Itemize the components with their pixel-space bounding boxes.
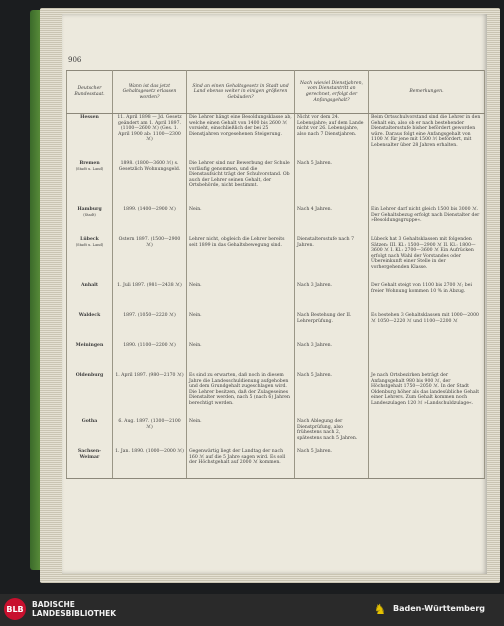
rule-cell: Gegenwärtig liegt der Landtag der nach 160 ℳ auf die 5 Jahre sagen wird. Es soll der Höchstgehalt auf 2000 ℳ kommen. xyxy=(187,448,295,479)
table-row xyxy=(67,236,485,282)
rule-cell: Nein. xyxy=(187,418,295,448)
service-years-cell: Nach 3 Jahren. xyxy=(295,342,369,372)
table-row xyxy=(67,448,485,479)
service-years-cell: Nach 4 Jahren. xyxy=(295,206,369,236)
table-row xyxy=(67,312,485,342)
table-row xyxy=(67,114,485,161)
table-row xyxy=(67,282,485,312)
state-name: Lübeck xyxy=(80,237,99,242)
remarks-cell xyxy=(369,342,485,372)
service-years-cell: Nach 3 Jahren. xyxy=(295,282,369,312)
header-row xyxy=(67,71,485,114)
state-name: Sachsen-Weimar xyxy=(77,449,102,460)
state-cell xyxy=(67,114,113,161)
law-date-cell: 1. Juli 1897. (981—2438 ℳ) xyxy=(113,282,187,312)
rule-cell: Die Lehrer hängt eine Besoldungsklasse ab, welche einen Gehalt von 1400 bis 2600 ℳ vorsieht, einschließlich der bei 25 Dienstjahren vorgesehenen Steigerung. xyxy=(187,114,295,161)
remarks-cell: Je nach Ortsbezirken beträgt der Anfangsgehalt 980 bis 900 ℳ, der Höchstgehalt 1750—2050 ℳ. In der Stadt Oldenburg höher als das landesübliche Gehalt einer Lehrers. Zum Gehalt kommen noch Landeszulagen 120 ℳ »Landschuldzulage«. xyxy=(369,372,485,418)
service-years-cell: Nach 5 Jahren. xyxy=(295,448,369,479)
state-subtitle: (Stadt u. Land) xyxy=(75,166,104,171)
table-row xyxy=(67,160,485,206)
law-date-cell: 1. April 1897. (980—2170 ℳ) xyxy=(113,372,187,418)
lion-crest-icon: ♞ xyxy=(373,602,387,618)
service-years-cell: Nach Bestehung der II. Lehrerprüfung. xyxy=(295,312,369,342)
state-subtitle: (Stadt u. Land) xyxy=(75,242,104,247)
rule-cell: Nein. xyxy=(187,206,295,236)
state-name: Bremen xyxy=(79,161,100,166)
rule-cell: Nein. xyxy=(187,282,295,312)
remarks-cell: Beim Ortsschulvorstand sind die Lehrer in den Gehalt ein, also ob er nach bestehender Dienstaltersstufe bisher befördert geworden wäre. Daraus folgt eine Anfangsgehalt von 1100 ℳ für jene mit 1500 ℳ befördert, mit Lebensalter über 28 Jahren erhalten. xyxy=(369,114,485,161)
state-cell xyxy=(67,418,113,448)
law-date-cell: 1898. (1800—3600 ℳ) s. Gesetzlich Wohnungsgeld. xyxy=(113,160,187,206)
remarks-cell: Ein Lehrer darf nicht gleich 1500 bis 3000 ℳ. Der Gehaltsbezug erfolgt nach Dienstalter der »Besoldungsgruppe«. xyxy=(369,206,485,236)
state-cell xyxy=(67,160,113,206)
ledger-body xyxy=(67,114,485,479)
state-name: Meiningen xyxy=(75,343,104,348)
law-date-cell: Ostern 1897. (1500—2900 ℳ) xyxy=(113,236,187,282)
service-years-cell: Nach Ablegung der Dienstprüfung, also frühestens nach 2, spätestens nach 5 Jahren. xyxy=(295,418,369,448)
page-number: 906 xyxy=(68,56,82,64)
state-subtitle: (Stadt) xyxy=(83,212,96,217)
state-name: Hamburg xyxy=(77,207,102,212)
state-cell xyxy=(67,236,113,282)
remarks-cell xyxy=(369,448,485,479)
column-header: Sind an einen Gehaltsgesetz in Stadt und Land ebenso weiter in einigen größeren Gebäuden? xyxy=(187,71,295,114)
law-date-cell: 1. Jan. 1890. (1000—2000 ℳ) xyxy=(113,448,187,479)
book-page xyxy=(62,14,487,574)
table-row xyxy=(67,342,485,372)
remarks-cell: Der Gehalt steigt von 1100 bis 2700 ℳ; bei freier Wohnung kommen 10 % in Abzug. xyxy=(369,282,485,312)
state-name: Hessen xyxy=(80,115,99,120)
footer-bar xyxy=(0,594,504,626)
state-cell xyxy=(67,282,113,312)
state-name[interactable]: Baden-Württemberg xyxy=(393,604,486,613)
law-date-cell: 6. Aug. 1897. (1300—2100 ℳ) xyxy=(113,418,187,448)
rule-cell: Nein. xyxy=(187,342,295,372)
column-header: Bemerkungen. xyxy=(369,71,485,114)
column-header: Deutscher Bundesstaat. xyxy=(67,71,113,114)
column-header: Wann ist das jetzt Gehaltsgesetz erlassen worden? xyxy=(113,71,187,114)
state-cell xyxy=(67,206,113,236)
law-date-cell: 1897. (1050—2220 ℳ) xyxy=(113,312,187,342)
state-cell xyxy=(67,448,113,479)
law-date-cell: 11. April 1898 — Jd. Gesetz geändert am 1. April 1897. (1100—2600 ℳ) (Ges. 1. April 1900 ab: 1100—2300 ℳ) xyxy=(113,114,187,161)
library-name-line1: BADISCHE xyxy=(32,600,75,609)
state-cell xyxy=(67,342,113,372)
table-row xyxy=(67,206,485,236)
state-cell xyxy=(67,372,113,418)
state-name: Oldenburg xyxy=(75,373,104,378)
library-name[interactable] xyxy=(32,600,116,618)
state-name: Gotha xyxy=(81,419,98,424)
remarks-cell: Es bestehen 3 Gehaltsklassen mit 1000—2000 ℳ 1050—2220 ℳ und 1100—2200 ℳ xyxy=(369,312,485,342)
rule-cell: Die Lehrer sind nur Bewerbung der Schule vorläufig genommen, und die Dienstaufsicht trägt der Schulvorstand. Ob auch der Lehrer seinen Gehalt, der Ortsbehörde, nicht bestimmt. xyxy=(187,160,295,206)
table-row xyxy=(67,418,485,448)
state-name: Waldeck xyxy=(78,313,101,318)
rule-cell: Es sind zu erwarten, daß noch in diesem Jahre die Landesschuldienung aufgehoben und dem Grundgehalt zugeschlagen wird. Die Lehrer besitzen, daß der Zulageseines Dienstalter werden, nach 5 (nach 6) Jahren berechtigt werden. xyxy=(187,372,295,418)
law-date-cell: 1890. (1100—2200 ℳ) xyxy=(113,342,187,372)
ledger-table xyxy=(66,70,485,479)
remarks-cell xyxy=(369,160,485,206)
service-years-cell: Nach 5 Jahren. xyxy=(295,160,369,206)
table-row xyxy=(67,372,485,418)
column-header: Nach wieviel Dienstjahren, vom Dienstantritt an gerechnet, erfolgt der Anfangsgehalt? xyxy=(295,71,369,114)
rule-cell: Lehrer nicht, obgleich die Lehrer bereits seit 1899 in das Gehaltsbewegung sind. xyxy=(187,236,295,282)
state-name: Anhalt xyxy=(80,283,99,288)
blb-logo[interactable]: BLB xyxy=(4,598,26,620)
state-cell xyxy=(67,312,113,342)
rule-cell: Nein. xyxy=(187,312,295,342)
service-years-cell: Nicht vor dem 24. Lebensjahre; auf dem Lande nicht vor 26. Lebensjahre, also nach 7 Dienstjahren. xyxy=(295,114,369,161)
remarks-cell xyxy=(369,418,485,448)
library-name-line2: LANDESBIBLIOTHEK xyxy=(32,609,117,618)
service-years-cell: Nach 5 Jahren. xyxy=(295,372,369,418)
remarks-cell: Lübeck hat 3 Gehaltsklassen mit folgenden Sätzen: III. Kl.: 1500—2900 ℳ II. Kl.: 1800—3600 ℳ I. Kl.: 2700—3600 ℳ Ein Aufrücken erfolgt nach Wahl der Vorstandes oder Übereinkunft einer Stelle in der vorhergehenden Klasse. xyxy=(369,236,485,282)
service-years-cell: Dienstaltersstufe nach 7 Jahren. xyxy=(295,236,369,282)
law-date-cell: 1899. (1400—2900 ℳ) xyxy=(113,206,187,236)
